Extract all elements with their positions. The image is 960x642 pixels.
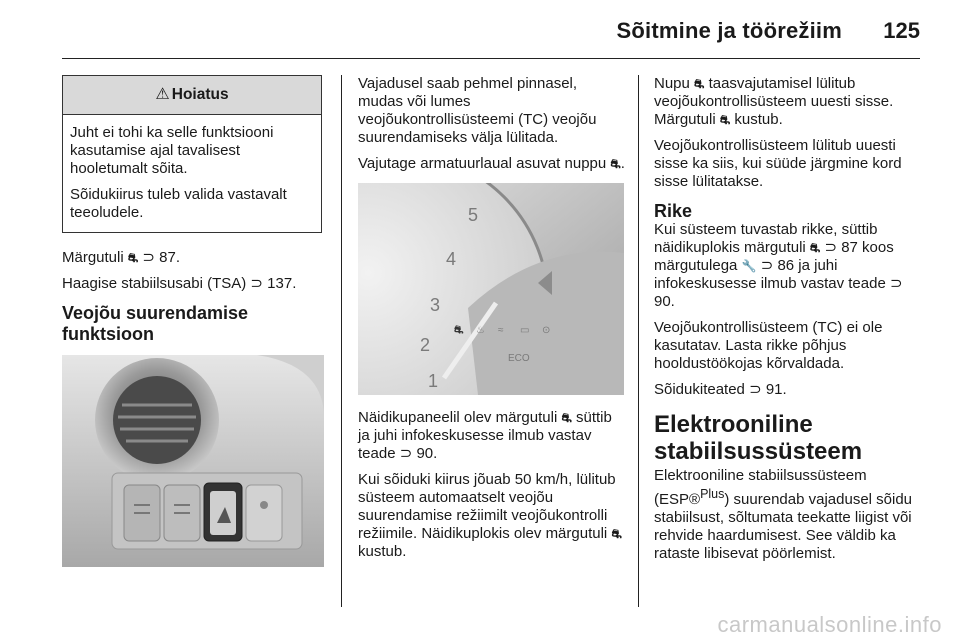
column-left (62, 75, 324, 567)
warning-paragraph: Sõidukiirus tuleb valida vastavalt teeoludele. (70, 186, 287, 221)
page-ref-icon: ⊃ (250, 275, 263, 292)
page-ref-icon: ⊃ (399, 445, 413, 462)
paragraph: Sõidukiteated ⊃ 91. (654, 381, 787, 398)
traction-off-icon: ⛐ (719, 113, 731, 127)
section-heading-esp: Elektrooniline stabiilsussüsteem (654, 411, 863, 465)
warning-triangle-icon: ⚠ (155, 86, 170, 103)
column-middle (358, 75, 626, 569)
paragraph: Kui süsteem tuvastab rikke, süttib näidikuplokis märgutuli ⛐ ⊃ 87 koos märgutulega 🔧 ⊃ 86 ja juhi infokeskusesse ilmub vastav teade ⊃ 90. (654, 221, 903, 310)
traction-off-icon: ⛐ (561, 411, 572, 425)
page-header (0, 0, 960, 60)
traction-off-icon: ⛐ (611, 527, 622, 541)
section-heading-traction: Veojõu suurendamise funktsioon (62, 303, 249, 344)
page-ref-icon: ⊃ (142, 249, 155, 266)
paragraph: Veojõukontrollisüsteem lülitub uuesti sisse ka siis, kui süüde järgmine kord sisse lülitatakse. (654, 137, 902, 190)
svg-text:⛐: ⛐ (454, 324, 464, 336)
section-heading-rike: Rike (654, 201, 693, 221)
traction-off-icon: ⛐ (694, 77, 705, 91)
traction-off-icon: ⛐ (127, 251, 139, 265)
paragraph: Näidikupaneelil olev märgutuli ⛐ süttib ja juhi infokeskusesse ilmub vastav teade ⊃ 90. (358, 409, 612, 462)
header-rule (62, 58, 920, 59)
paragraph: Vajadusel saab pehmel pinnasel, mudas või lumes veojõukontrollisüsteemi (TC) veojõu suurendamiseks välja lülitada. (358, 75, 597, 146)
cluster-digit: 4 (446, 249, 457, 269)
watermark: carmanualsonline.info (717, 612, 942, 637)
wrench-icon: 🔧 (741, 259, 757, 273)
column-right (654, 75, 922, 571)
traction-off-icon: ⛐ (809, 241, 821, 255)
page-ref-icon: ⊃ (760, 257, 774, 274)
paragraph: Veojõukontrollisüsteem (TC) ei ole kasutatav. Lasta rikke põhjus hooldustöökojas kõrvaldada. (654, 319, 883, 372)
page-ref-icon: ⊃ (749, 381, 762, 398)
paragraph: Vajutage armatuurlaual asuvat nuppu ⛐. (358, 155, 625, 172)
warning-header (63, 76, 321, 115)
paragraph: Elektrooniline stabiilsussüsteem (ESP®$^{Plus}$) suurendab vajadusel sõidu stabiilsust, sõltumata teekatte liigist või rehvide haardumisest. See väldib ka rataste libisevat pöörlemist. (654, 467, 913, 562)
traction-off-icon: ⛐ (610, 157, 621, 171)
dashboard-switches-photo (62, 355, 324, 567)
reference-tsa: Haagise stabiilsusabi (TSA) ⊃ 137. (62, 275, 297, 292)
column-divider (638, 75, 639, 607)
column-divider (341, 75, 342, 607)
page-ref-icon: ⊃ (824, 239, 838, 256)
svg-text:♨: ♨ (476, 325, 485, 336)
cluster-digit: 1 (428, 371, 439, 391)
cluster-digit: 3 (430, 295, 441, 315)
svg-text:≈: ≈ (498, 325, 504, 336)
instrument-cluster-photo (358, 183, 624, 395)
eco-label: ECO (508, 353, 530, 364)
warning-label: Hoiatus (171, 86, 229, 103)
page-number: 125 (883, 18, 920, 43)
page-ref-icon: ⊃ (889, 275, 903, 292)
paragraph: Nupu ⛐ taasvajutamisel lülitub veojõukontrollisüsteem uuesti sisse. Märgutuli ⛐ kustub. (654, 75, 894, 128)
cluster-digit: 5 (468, 205, 479, 225)
cluster-digit: 2 (420, 335, 431, 355)
svg-text:⊙: ⊙ (542, 325, 551, 336)
warning-body (63, 115, 321, 232)
svg-text:▭: ▭ (520, 325, 530, 336)
warning-paragraph: Juht ei tohi ka selle funktsiooni kasutamise ajal tavalisest hooletumalt sõita. (70, 124, 274, 177)
reference-warning-light: Märgutuli ⛐ ⊃ 87. (62, 249, 181, 266)
page-title: Sõitmine ja töörežiim (616, 18, 842, 43)
warning-box (62, 75, 322, 233)
paragraph: Kui sõiduki kiirus jõuab 50 km/h, lülitub süsteem automaatselt veojõu suurendamise režiimilt veojõukontrolli režiimile. Näidikuplokis olev märgutuli ⛐ kustub. (358, 471, 622, 560)
